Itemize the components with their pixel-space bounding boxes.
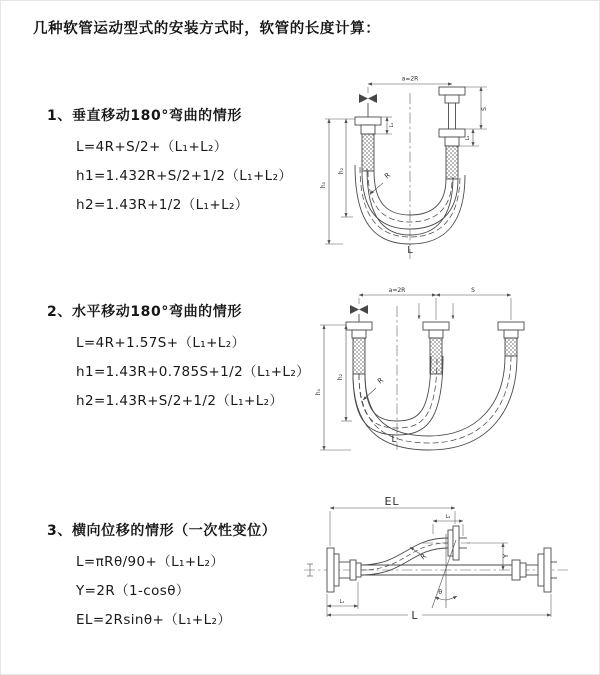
middle-flange	[423, 322, 449, 338]
section-horizontal-180	[47, 301, 310, 416]
diagram-vertical-180	[313, 67, 598, 262]
dim-y	[467, 543, 510, 570]
dim-label-l-total: L	[407, 245, 413, 256]
formula-line: h1=1.432R+S/2+1/2（L₁+L₂）	[76, 168, 293, 184]
dim-h2	[338, 119, 353, 217]
diagram-lateral-displacement	[298, 494, 598, 656]
valve-icon	[359, 94, 377, 117]
hose-braid-left	[362, 134, 374, 171]
formula-line: Y=2R（1-cosθ）	[76, 583, 190, 599]
dim-l	[327, 594, 551, 622]
dim-label-h1: h₁	[315, 388, 322, 396]
section-lateral-displacement	[47, 520, 276, 635]
dim-label-l-total: L	[411, 609, 419, 622]
right-flange-positions	[439, 87, 465, 146]
section-1-heading: 1、垂直移动180°弯曲的情形	[47, 108, 242, 124]
hose-braid-middle	[430, 338, 442, 374]
dim-label-s: S	[471, 287, 475, 294]
radius-leader	[370, 171, 392, 194]
dim-label-l2: L₂	[465, 135, 471, 141]
radius-leader	[410, 547, 428, 562]
section-1-formulas	[47, 133, 292, 220]
diagram-horizontal-180	[307, 282, 600, 454]
formula-line: h2=1.43R+S/2+1/2（L₁+L₂）	[76, 393, 284, 409]
section-vertical-180	[47, 105, 292, 220]
dim-a2r	[359, 287, 436, 295]
dim-h1	[315, 325, 351, 450]
dim-h2	[337, 325, 352, 421]
hose-braid-left	[353, 338, 365, 374]
dim-el	[330, 495, 455, 546]
formula-line: h1=1.43R+0.785S+1/2（L₁+L₂）	[76, 364, 311, 380]
dim-h1	[320, 119, 355, 244]
dim-label-r: R	[383, 171, 393, 181]
dim-label-el: EL	[384, 495, 400, 508]
hose-braid-right	[505, 338, 517, 356]
dim-label-a2r: a=2R	[401, 75, 419, 83]
dim-label-h2: h₂	[338, 167, 345, 175]
formula-line: L=4R+S/2+（L₁+L₂）	[76, 139, 228, 155]
hose-curve	[361, 538, 448, 575]
dim-label-l1: L₁	[339, 599, 345, 605]
formula-line: L=πRθ/90+（L₁+L₂）	[76, 554, 225, 570]
dim-label-l1: L₁	[389, 122, 395, 128]
section-3-formulas	[47, 548, 276, 635]
dim-label-s: S	[481, 107, 488, 111]
section-3-heading: 3、横向位移的情形（一次性变位）	[47, 523, 277, 539]
dim-label-r: R	[419, 552, 429, 562]
formula-line: L=4R+1.57S+（L₁+L₂）	[76, 335, 246, 351]
page-title: 几种软管运动型式的安装方式时，软管的长度计算：	[33, 21, 381, 37]
dim-label-h1: h₁	[320, 181, 327, 189]
dim-label-h2: h₂	[337, 373, 344, 381]
dim-label-r: R	[376, 376, 386, 386]
valve-icon	[350, 305, 368, 322]
section-2-heading: 2、水平移动180°弯曲的情形	[47, 304, 242, 320]
dim-label-a2r: a=2R	[388, 287, 406, 294]
dim-label-l-total: L	[391, 435, 397, 445]
hose-braid-right	[446, 146, 458, 179]
left-flange	[355, 117, 381, 134]
dim-label-l2: L₂	[445, 514, 451, 520]
right-flange	[498, 322, 524, 338]
section-2-formulas	[47, 329, 310, 416]
dim-label-theta: θ	[438, 589, 442, 596]
left-flange	[346, 322, 372, 338]
dim-label-y: Y	[502, 553, 510, 559]
dim-s	[465, 87, 488, 129]
formula-line: h2=1.43R+1/2（L₁+L₂）	[76, 197, 249, 213]
dim-s	[436, 287, 511, 295]
formula-line: EL=2Rsinθ+（L₁+L₂）	[76, 612, 232, 628]
